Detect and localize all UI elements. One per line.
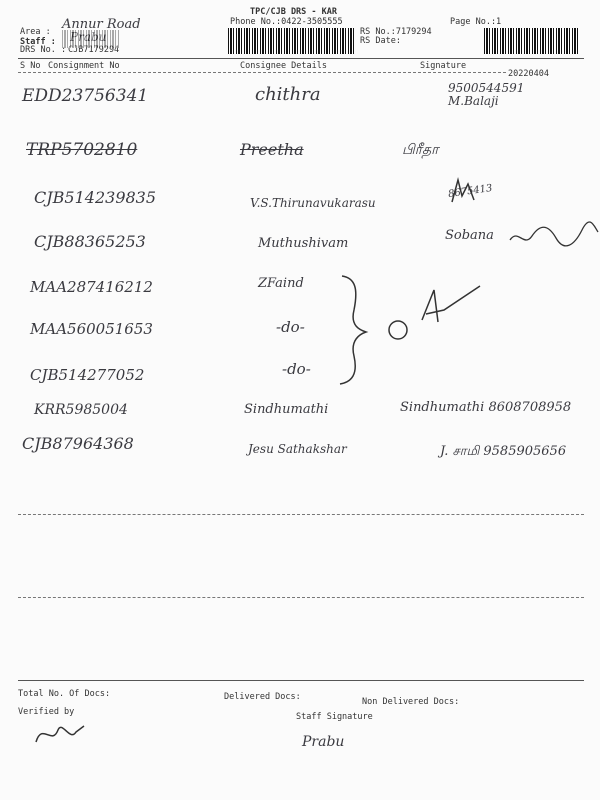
consignment-no: CJB87964368 — [22, 434, 134, 453]
staff-value: Prabu — [70, 30, 107, 44]
consignment-no: CJB514277052 — [30, 366, 145, 384]
header-bottom-rule — [18, 72, 506, 73]
consignee-name: -do- — [276, 318, 305, 336]
signature-text: Sobana — [445, 228, 494, 243]
rs-date: RS Date: — [360, 36, 401, 46]
signature-text: 9500544591 M.Balaji — [448, 81, 525, 108]
group-brace — [338, 270, 508, 390]
header-top-rule — [18, 58, 584, 59]
consignee-name: Preetha — [240, 140, 304, 159]
signature-text: பிரீதா — [402, 142, 439, 158]
row-separator — [18, 597, 584, 598]
consignment-no: EDD23756341 — [22, 86, 149, 106]
column-sno: S No — [20, 61, 41, 71]
signature-text: 8675413 — [447, 182, 494, 201]
signature-text: J. சாமி 9585905656 — [440, 444, 567, 459]
area-value: Annur Road — [62, 17, 141, 32]
consignee-name: Muthushivam — [258, 236, 349, 251]
consignee-name: ZFaind — [258, 276, 304, 291]
consignee-name: chithra — [255, 84, 321, 105]
consignment-no: CJB88365253 — [34, 232, 146, 251]
consignee-name: Jesu Sathakshar — [248, 442, 347, 456]
consignee-name: V.S.Thirunavukarasu — [250, 196, 376, 210]
row-separator — [18, 514, 584, 515]
consignment-no: TRP5702810 — [26, 140, 138, 160]
staff-signature-label: Staff Signature — [296, 712, 373, 722]
consignee-name: -do- — [282, 360, 311, 378]
consignee-name: Sindhumathi — [244, 402, 329, 417]
delivered-docs-label: Delivered Docs: — [224, 692, 301, 702]
document-title: TPC/CJB DRS - KAR — [250, 7, 337, 17]
non-delivered-docs-label: Non Delivered Docs: — [362, 697, 460, 707]
rs-number: RS No.:7179294 — [360, 27, 432, 37]
signature-scribble — [508, 218, 600, 254]
column-consignee: Consignee Details — [240, 61, 327, 71]
staff-signature: Prabu — [302, 734, 345, 750]
total-docs-label: Total No. Of Docs: — [18, 689, 111, 699]
barcode-right — [484, 28, 580, 54]
verifier-signature — [30, 712, 90, 752]
footer-top-rule — [18, 680, 584, 681]
phone-number: Phone No.:0422-3505555 — [230, 17, 343, 27]
column-consignment: Consignment No — [48, 61, 120, 71]
drs-no-label: DRS No. : — [20, 45, 67, 55]
consignment-no: MAA287416212 — [30, 278, 153, 296]
verified-by-label: Verified by — [18, 707, 75, 717]
staff-label: Staff : — [20, 37, 56, 47]
signature-scribble — [448, 176, 478, 206]
consignment-no: MAA560051653 — [30, 320, 153, 338]
signature-text: Sindhumathi 8608708958 — [400, 400, 572, 415]
consignment-no: KRR5985004 — [34, 402, 128, 418]
barcode-center — [228, 28, 354, 54]
page-number: Page No.:1 — [450, 17, 502, 27]
barcode-left — [62, 30, 120, 48]
consignment-no: CJB514239835 — [34, 188, 157, 207]
drs-no-value: CJB7179294 — [68, 45, 120, 55]
area-label: Area : — [20, 27, 51, 37]
column-signature: Signature — [420, 61, 467, 71]
print-date: 20220404 — [508, 69, 549, 79]
